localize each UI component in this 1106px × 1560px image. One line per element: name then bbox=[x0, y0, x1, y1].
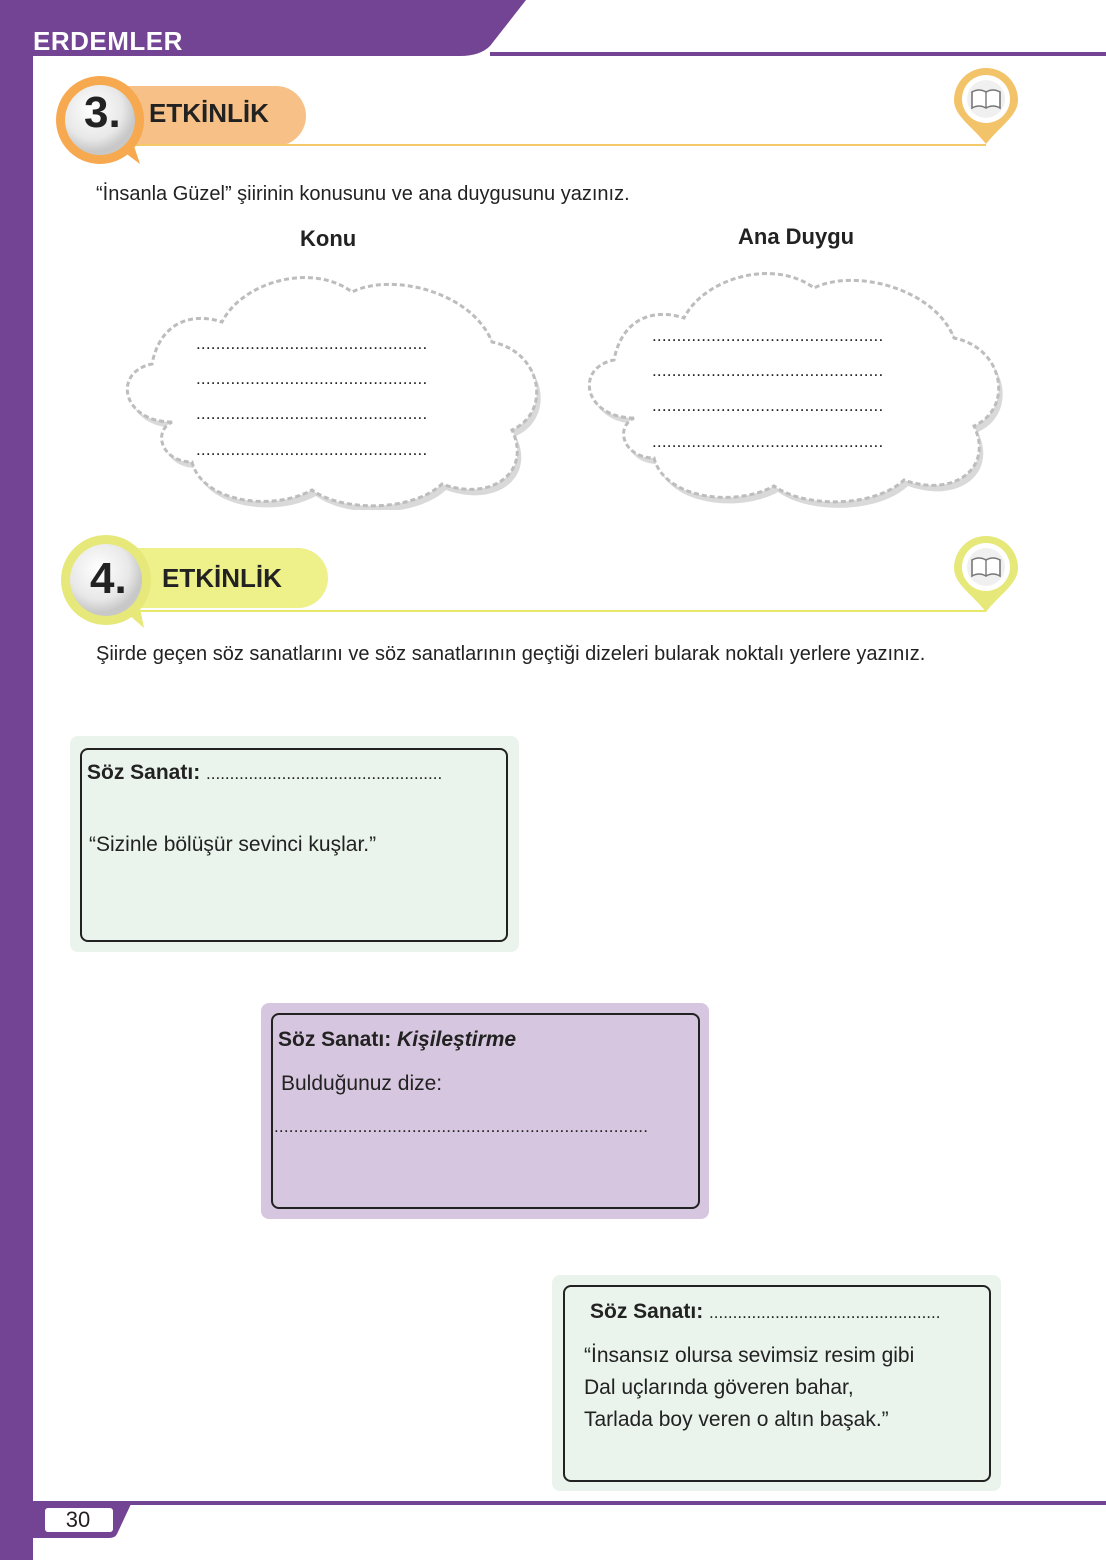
cloud-1-line[interactable]: ............................................... bbox=[196, 404, 428, 423]
activity-4-number: 4. bbox=[90, 554, 127, 603]
figure-card-1-label: Söz Sanatı: bbox=[87, 761, 201, 784]
figure-card-2-prompt: Bulduğunuz dize: bbox=[281, 1072, 443, 1095]
activity-3-rule bbox=[130, 144, 986, 146]
activity-3-instruction: “İnsanla Güzel” şiirinin konusunu ve ana duygusunu yazınız. bbox=[96, 183, 630, 205]
figure-card-3-label: Söz Sanatı: bbox=[590, 1300, 704, 1323]
figure-card-3-quote-line: “İnsansız olursa sevimsiz resim gibi bbox=[584, 1344, 915, 1367]
cloud-2-line[interactable]: ............................................... bbox=[652, 432, 884, 451]
figure-card-2-dots[interactable]: ............................................................................ bbox=[274, 1117, 649, 1136]
cloud-1-line[interactable]: ............................................... bbox=[196, 369, 428, 388]
cloud-2-line[interactable]: ............................................... bbox=[652, 326, 884, 345]
cloud-1-title: Konu bbox=[300, 226, 357, 251]
figure-card-1-answer[interactable]: .................................................. bbox=[206, 764, 443, 783]
left-sidebar-band bbox=[0, 0, 33, 1560]
figure-card-3-quote-line: Dal uçlarında göveren bahar, bbox=[584, 1376, 854, 1399]
page-number: 30 bbox=[65, 1507, 91, 1532]
cloud-2-title: Ana Duygu bbox=[738, 224, 855, 249]
figure-card-1-heading bbox=[87, 761, 442, 785]
figure-card-2-answer: Kişileştirme bbox=[397, 1028, 517, 1051]
activity-4-label: ETKİNLİK bbox=[162, 563, 282, 593]
figure-card-2-label: Söz Sanatı: bbox=[278, 1028, 392, 1051]
footer-rule bbox=[33, 1501, 1106, 1505]
cloud-1-line[interactable]: ............................................... bbox=[196, 440, 428, 459]
figure-card-1-quote: “Sizinle bölüşür sevinci kuşlar.” bbox=[89, 833, 377, 856]
figure-card-3-quote-line: Tarlada boy veren o altın başak.” bbox=[584, 1408, 889, 1431]
figure-card-2-heading bbox=[278, 1028, 516, 1052]
activity-3-number: 3. bbox=[84, 88, 121, 137]
activity-4-instruction: Şiirde geçen söz sanatlarını ve söz sanatlarının geçtiği dizeleri bularak noktalı yerlere yazınız. bbox=[96, 643, 926, 665]
figure-card-3-heading bbox=[590, 1300, 940, 1324]
activity-4-rule bbox=[130, 610, 986, 612]
cloud-2-shape bbox=[574, 258, 1004, 508]
header-rule bbox=[490, 52, 1106, 56]
cloud-2-line[interactable]: ............................................... bbox=[652, 361, 884, 380]
section-title: ERDEMLER bbox=[33, 26, 183, 56]
activity-3-label: ETKİNLİK bbox=[149, 98, 269, 128]
cloud-1-line[interactable]: ............................................... bbox=[196, 334, 428, 353]
book-pin-icon bbox=[950, 536, 1022, 614]
book-pin-icon bbox=[950, 68, 1022, 146]
cloud-2-line[interactable]: ............................................... bbox=[652, 396, 884, 415]
figure-card-3-answer[interactable]: ................................................. bbox=[709, 1303, 941, 1322]
